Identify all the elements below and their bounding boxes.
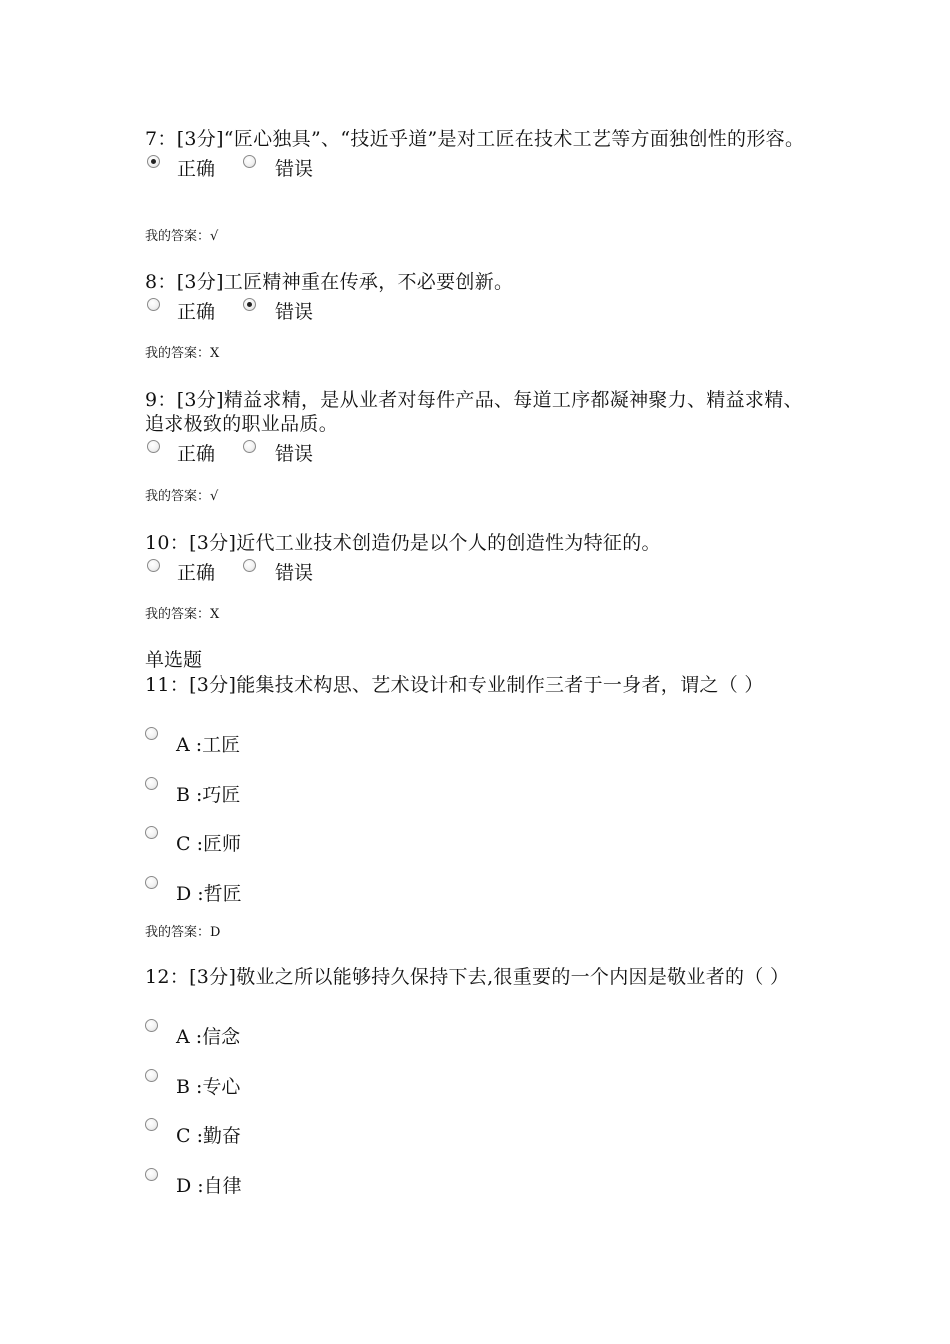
question-10-text: 10：[3分]近代工业技术创造仍是以个人的创造性为特征的。 <box>145 532 661 554</box>
radio-icon[interactable] <box>243 155 256 168</box>
question-7-text: 7：[3分]“匠心独具”、“技近乎道”是对工匠在技术工艺等方面独创性的形容。 <box>145 128 805 150</box>
question-11 <box>145 673 810 697</box>
radio-icon[interactable] <box>145 826 158 839</box>
radio-icon[interactable] <box>145 1168 158 1181</box>
radio-icon[interactable] <box>145 1069 158 1082</box>
question-11-text: 11：[3分]能集技术构思、艺术设计和专业制作三者于一身者，谓之（ ） <box>145 674 764 696</box>
question-8-options: 正确 错误 <box>145 296 810 326</box>
radio-checked-icon[interactable] <box>243 298 256 311</box>
radio-icon[interactable] <box>145 876 158 889</box>
radio-icon[interactable] <box>145 777 158 790</box>
radio-icon[interactable] <box>145 1118 158 1131</box>
question-8-answer: 我的答案：X <box>145 346 220 361</box>
question-9 <box>145 388 810 468</box>
question-11-option-c[interactable]: C :匠师 <box>145 826 345 856</box>
question-9-text: 9：[3分]精益求精，是从业者对每件产品、每道工序都凝神聚力、精益求精、追求极致的职业品质。 <box>145 389 803 435</box>
question-7-answer: 我的答案：√ <box>145 229 219 244</box>
question-8-text: 8：[3分]工匠精神重在传承，不必要创新。 <box>145 271 514 293</box>
question-8 <box>145 270 810 326</box>
question-12-text: 12：[3分]敬业之所以能够持久保持下去,很重要的一个内因是敬业者的（ ） <box>145 966 790 988</box>
radio-icon[interactable] <box>147 559 160 572</box>
question-10-answer: 我的答案：X <box>145 607 220 622</box>
question-11-option-b[interactable]: B :巧匠 <box>145 777 345 807</box>
question-11-answer: 我的答案：D <box>145 925 221 940</box>
radio-icon[interactable] <box>145 727 158 740</box>
question-12-option-d[interactable]: D :自律 <box>145 1168 345 1198</box>
section-title-single-choice: 单选题 <box>145 649 203 671</box>
radio-icon[interactable] <box>243 440 256 453</box>
question-12-option-c[interactable]: C :勤奋 <box>145 1118 345 1148</box>
question-11-option-a[interactable]: A :工匠 <box>145 727 345 757</box>
question-10 <box>145 531 810 587</box>
question-9-options: 正确 错误 <box>145 438 810 468</box>
question-12-option-b[interactable]: B :专心 <box>145 1069 345 1099</box>
radio-icon[interactable] <box>147 298 160 311</box>
question-7-options: 正确 错误 <box>145 153 810 183</box>
question-9-answer: 我的答案：√ <box>145 489 219 504</box>
question-12-option-a[interactable]: A :信念 <box>145 1019 345 1049</box>
question-10-options: 正确 错误 <box>145 557 810 587</box>
radio-icon[interactable] <box>243 559 256 572</box>
question-12 <box>145 965 810 989</box>
question-7 <box>145 127 810 183</box>
radio-icon[interactable] <box>147 440 160 453</box>
radio-icon[interactable] <box>145 1019 158 1032</box>
radio-checked-icon[interactable] <box>147 155 160 168</box>
question-11-option-d[interactable]: D :哲匠 <box>145 876 345 906</box>
